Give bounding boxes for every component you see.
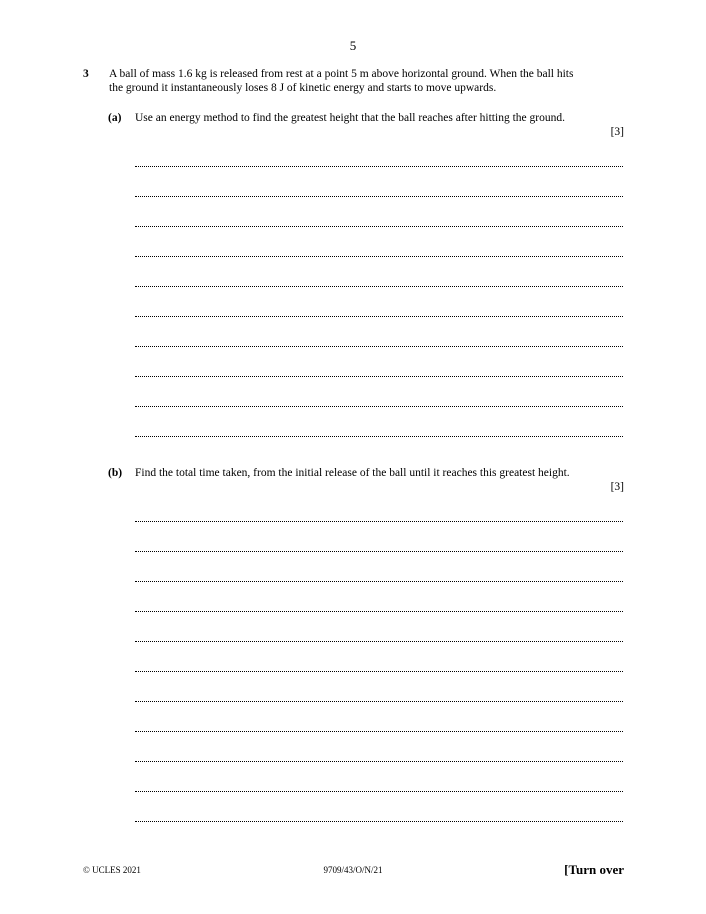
part-a-marks: [3] — [610, 126, 624, 138]
part-a-label: (a) — [108, 112, 122, 124]
part-a-answer-line[interactable] — [135, 406, 623, 407]
question-number: 3 — [83, 68, 89, 80]
part-a-answer-line[interactable] — [135, 346, 623, 347]
question-stem-line-1: A ball of mass 1.6 kg is released from rest at a point 5 m above horizontal ground. When the ball hits — [109, 68, 574, 80]
part-a-answer-line[interactable] — [135, 316, 623, 317]
part-b-answer-line[interactable] — [135, 791, 623, 792]
footer-turn-over: [Turn over — [564, 862, 624, 877]
question-stem — [109, 67, 629, 95]
part-b-answer-line[interactable] — [135, 581, 623, 582]
part-a-answer-line[interactable] — [135, 256, 623, 257]
part-a-answer-line[interactable] — [135, 286, 623, 287]
part-a-text: Use an energy method to find the greatest height that the ball reaches after hitting the ground. — [135, 112, 565, 124]
part-b-answer-line[interactable] — [135, 731, 623, 732]
part-b-answer-line[interactable] — [135, 821, 623, 822]
footer-copyright: © UCLES 2021 — [83, 865, 141, 875]
part-b-answer-line[interactable] — [135, 611, 623, 612]
part-b-answer-line[interactable] — [135, 521, 623, 522]
part-b-answer-line[interactable] — [135, 761, 623, 762]
part-a-answer-line[interactable] — [135, 376, 623, 377]
part-b-text: Find the total time taken, from the initial release of the ball until it reaches this greatest height. — [135, 467, 570, 479]
question-stem-line-2: the ground it instantaneously loses 8 J of kinetic energy and starts to move upwards. — [109, 82, 497, 94]
part-a-answer-line[interactable] — [135, 166, 623, 167]
part-a-answer-line[interactable] — [135, 436, 623, 437]
part-b-marks: [3] — [610, 481, 624, 493]
part-b-label: (b) — [108, 467, 123, 479]
page-number: 5 — [349, 38, 357, 53]
part-b-answer-line[interactable] — [135, 671, 623, 672]
part-b-answer-line[interactable] — [135, 551, 623, 552]
part-b-answer-line[interactable] — [135, 641, 623, 642]
part-a-answer-line[interactable] — [135, 196, 623, 197]
part-b-answer-line[interactable] — [135, 701, 623, 702]
footer-paper-code: 9709/43/O/N/21 — [323, 865, 383, 875]
part-a-answer-line[interactable] — [135, 226, 623, 227]
